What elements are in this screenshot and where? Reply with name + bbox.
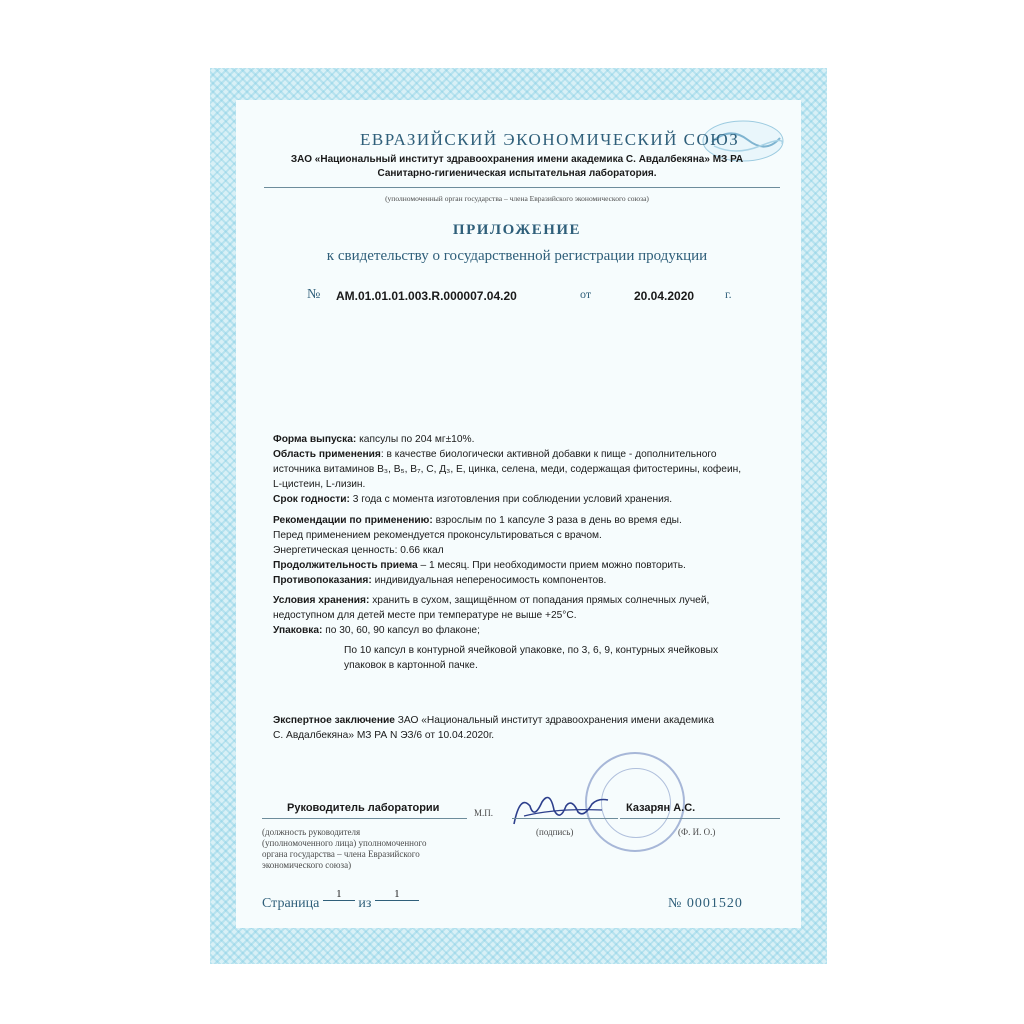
- institute-name: ЗАО «Национальный институт здравоохранения имени академика С. Авдалбекяна» МЗ РА: [290, 154, 744, 165]
- page-total: 1: [375, 888, 419, 901]
- energy-value: Энергетическая ценность: 0.66 ккал: [273, 545, 444, 556]
- header-divider: [264, 187, 780, 188]
- form-value: капсулы по 204 мг±10%.: [359, 434, 475, 445]
- page-title: ПРИЛОЖЕНИЕ: [452, 222, 582, 238]
- union-title: ЕВРАЗИЙСКИЙ ЭКОНОМИЧЕСКИЙ СОЮЗ: [360, 130, 740, 149]
- storage-paragraph: [273, 593, 783, 608]
- storage-line-2: недоступном для детей месте при температуре не выше +25°С.: [273, 610, 577, 621]
- duration-paragraph: [273, 558, 783, 573]
- duration-value: – 1 месяц. При необходимости прием можно повторить.: [420, 560, 686, 571]
- expert-line-2: С. Авдалбекяна» МЗ РА N ЭЗ/6 от 10.04.2020г.: [273, 730, 495, 741]
- signature-line: [512, 818, 618, 819]
- position-note: [262, 827, 492, 871]
- expert-paragraph: [273, 713, 783, 728]
- contra-label: Противопоказания:: [273, 575, 372, 586]
- rec-line-2: Перед применением рекомендуется проконсультироваться с врачом.: [273, 530, 602, 541]
- area-line-3: L-цистеин, L-лизин.: [273, 479, 366, 490]
- year-suffix: г.: [725, 287, 732, 301]
- signature-note: (подпись): [536, 827, 574, 837]
- storage-value: хранить в сухом, защищённом от попадания прямых солнечных лучей,: [372, 595, 710, 606]
- name-line: [620, 818, 780, 819]
- rec-value: взрослым по 1 капсуле 3 раза в день во время еды.: [435, 515, 682, 526]
- serial-number: № 0001520: [668, 896, 743, 911]
- page-subtitle: к свидетельству о государственной регистрации продукции: [326, 248, 708, 264]
- from-label: от: [580, 287, 592, 301]
- shelf-paragraph: [273, 492, 783, 507]
- expert-label: Экспертное заключение: [273, 715, 395, 726]
- form-label: Форма выпуска:: [273, 434, 357, 445]
- number-sign: №: [307, 287, 321, 302]
- rec-paragraph: [273, 513, 783, 528]
- mp-label: М.П.: [474, 808, 494, 818]
- head-title: Руководитель лаборатории: [287, 802, 440, 814]
- area-line-2: источника витаминов B₃, B₅, B₇, C, Д₃, E, цинка, селена, меди, содержащая фитостерины, кофеин,: [273, 464, 742, 475]
- authority-note: (уполномоченный орган государства – члена Евразийского экономического союза): [385, 194, 649, 203]
- area-line-1: [273, 447, 783, 462]
- position-note-1: (должность руководителя: [262, 827, 361, 837]
- page-label: Страница: [262, 896, 320, 911]
- pack-label: Упаковка:: [273, 625, 323, 636]
- form-paragraph: [273, 432, 783, 447]
- shelf-value: 3 года с момента изготовления при соблюдении условий хранения.: [352, 494, 673, 505]
- fio-note: (Ф. И. О.): [678, 827, 716, 837]
- page-indicator: [262, 888, 419, 912]
- page-current: 1: [323, 888, 355, 901]
- pack-paragraph: [273, 623, 783, 638]
- position-note-4: экономического союза): [262, 860, 352, 870]
- contra-paragraph: [273, 573, 783, 588]
- head-title-line: [262, 818, 467, 819]
- pack-value: по 30, 60, 90 капсул во флаконе;: [325, 625, 480, 636]
- of-label: из: [358, 896, 372, 911]
- position-note-2: (уполномоченного лица) уполномоченного: [262, 838, 427, 848]
- position-note-3: органа государства – члена Евразийского: [262, 849, 420, 859]
- signatory-name: Казарян А.С.: [626, 802, 696, 814]
- area-value: : в качестве биологически активной добавки к пище - дополнительного: [380, 449, 717, 460]
- area-label: Область применения: [273, 449, 381, 460]
- shelf-label: Срок годности:: [273, 494, 350, 505]
- rec-label: Рекомендации по применению:: [273, 515, 433, 526]
- registration-number: AM.01.01.01.003.R.000007.04.20: [336, 289, 517, 303]
- contra-value: индивидуальная непереносимость компонентов.: [374, 575, 607, 586]
- expert-value: ЗАО «Национальный институт здравоохранения имени академика: [397, 715, 715, 726]
- registration-date: 20.04.2020: [634, 289, 695, 303]
- storage-label: Условия хранения:: [273, 595, 370, 606]
- pack-line-3: упаковок в картонной пачке.: [344, 660, 478, 671]
- pack-line-2: По 10 капсул в контурной ячейковой упаковке, по 3, 6, 9, контурных ячейковых: [344, 645, 719, 656]
- laboratory-name: Санитарно-гигиеническая испытательная лаборатория.: [377, 168, 657, 179]
- duration-label: Продолжительность приема: [273, 560, 418, 571]
